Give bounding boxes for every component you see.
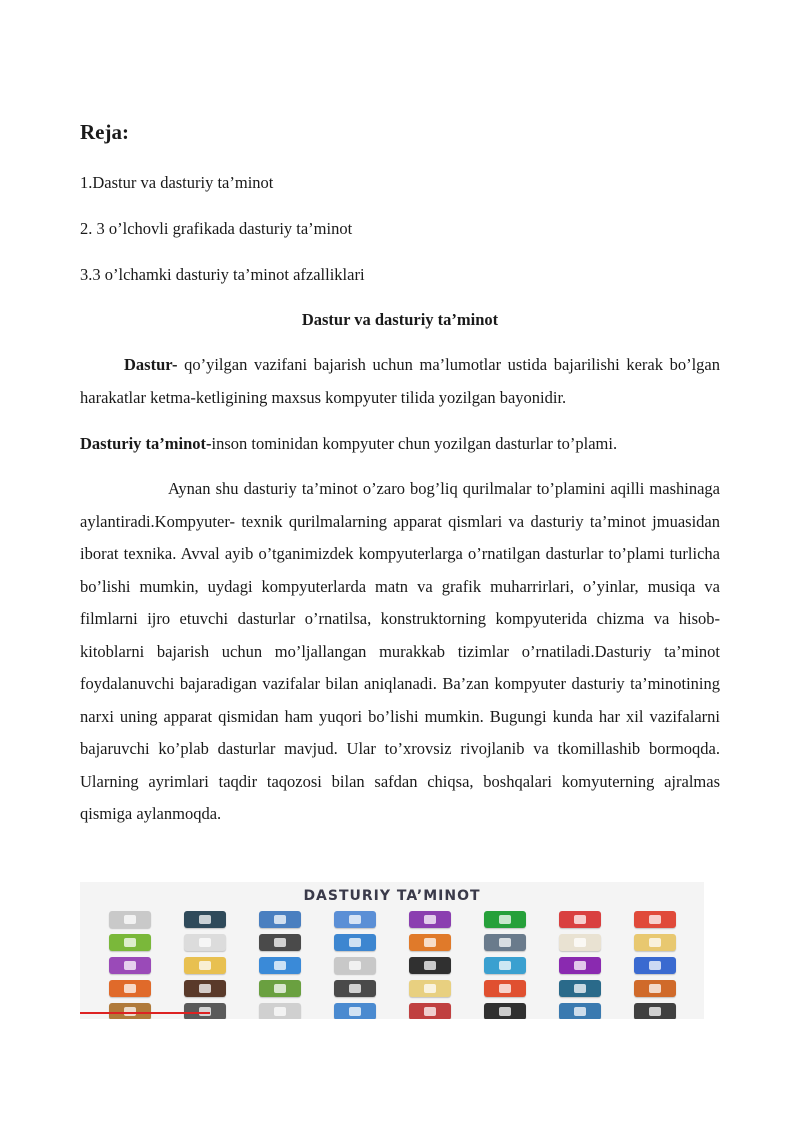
app-icon xyxy=(484,980,526,997)
definition-text: qo’yilgan vazifani bajarish uchun ma’lumotlar ustida bajarilishi kerak bo’lgan harakatlar ketma-ketligining maxsus kompyuter tilida yozilgan bayonidir. xyxy=(80,355,720,407)
app-icon xyxy=(484,934,526,951)
app-icon xyxy=(334,957,376,974)
plan-heading: Reja: xyxy=(80,120,129,144)
app-icon xyxy=(559,1003,601,1019)
app-icon-cell xyxy=(242,977,317,1000)
app-icon-cell xyxy=(92,977,167,1000)
app-icon xyxy=(109,911,151,928)
app-icon xyxy=(109,1003,151,1019)
app-icon xyxy=(334,911,376,928)
app-icon-cell xyxy=(167,1000,242,1019)
app-icon xyxy=(634,980,676,997)
app-icon-cell xyxy=(392,954,467,977)
app-icon-cell xyxy=(617,1000,692,1019)
app-icon xyxy=(334,934,376,951)
app-icon-cell xyxy=(392,1000,467,1019)
app-icon-cell xyxy=(617,931,692,954)
app-icon xyxy=(109,934,151,951)
app-icon-cell xyxy=(317,908,392,931)
app-icon-cell xyxy=(467,931,542,954)
app-icon xyxy=(334,980,376,997)
app-icon-cell xyxy=(317,1000,392,1019)
app-icon-cell xyxy=(167,931,242,954)
app-icon xyxy=(559,934,601,951)
app-icon-cell xyxy=(317,954,392,977)
app-icon xyxy=(184,911,226,928)
app-icon xyxy=(184,957,226,974)
section-title: Dastur va dasturiy ta’minot xyxy=(301,310,499,329)
app-icon xyxy=(409,911,451,928)
plan-item: 1.Dastur va dasturiy ta’minot xyxy=(80,173,274,192)
app-icon-cell xyxy=(317,931,392,954)
app-icon xyxy=(259,911,301,928)
term-dastur: Dastur- xyxy=(124,355,178,374)
app-icon-cell xyxy=(542,908,617,931)
app-icon xyxy=(109,957,151,974)
plan-item: 3.3 o’lchamki dasturiy ta’minot afzalliklari xyxy=(80,265,365,284)
app-icon-cell xyxy=(92,908,167,931)
red-underline xyxy=(80,1012,210,1014)
banner-title: DASTURIY TA’MINOT xyxy=(303,888,481,904)
app-icon-cell xyxy=(617,908,692,931)
app-icon xyxy=(109,980,151,997)
app-icon xyxy=(634,1003,676,1019)
app-icon-cell xyxy=(92,1000,167,1019)
app-icon xyxy=(259,1003,301,1019)
app-icon-cell xyxy=(242,931,317,954)
app-icon xyxy=(259,980,301,997)
body-paragraph: Aynan shu dasturiy ta’minot o’zaro bog’liq qurilmalar to’plamini aqilli mashinaga aylantiradi.Kompyuter- texnik qurilmalarning apparat qismlari va dasturiy ta’minot jmuasidan iborat texnika. Avval ayib o’tganimizdek kompyuterlarga o’rnatilgan dasturlar to’plami turlicha bo’lishi mumkin, uydagi kompyuterlarda matn va grafik muharrirlari, o’yinlar, musiqa va filmlarni ijro etuvchi dasturlar o’rnatilsa, konstruktorning kompyuterida chizma va hisob-kitoblarni bajarish uchun mo’ljallangan murakkab tizimlar o’rnatiladi.Dasturiy ta’minot foydalanuvchi bajaradigan vazifalar bilan aniqlanadi. Ba’zan kompyuter dasturiy ta’minotining narxi uning apparat qismidan ham yuqori bo’lishi mumkin. Bugungi kunda har xil vazifalarni bajaruvchi ko’plab dasturlar mavjud. Ular to’xrovsiz rivojlanib va tkomillashib bormoqda. Ularning ayrimlari taqdir taqozosi bilan safdan chiqsa, boshqalari komyuterning ajralmas qismiga aylanmoqda. xyxy=(80,479,720,823)
app-icon xyxy=(559,911,601,928)
app-icon xyxy=(484,957,526,974)
app-icon xyxy=(409,1003,451,1019)
app-icon-cell xyxy=(392,908,467,931)
app-icon-grid xyxy=(92,908,692,1019)
plan-item: 2. 3 o’lchovli grafikada dasturiy ta’minot xyxy=(80,219,353,238)
app-icon-cell xyxy=(167,977,242,1000)
app-icon xyxy=(484,911,526,928)
app-icon xyxy=(484,1003,526,1019)
app-icon-cell xyxy=(467,954,542,977)
app-icon-cell xyxy=(467,1000,542,1019)
app-icon-cell xyxy=(542,1000,617,1019)
definition-dasturiy-taminot xyxy=(80,428,720,461)
app-icon-cell xyxy=(542,954,617,977)
app-icon xyxy=(409,980,451,997)
app-icon xyxy=(409,957,451,974)
app-icon xyxy=(184,1003,226,1019)
definition-dastur xyxy=(80,349,720,414)
app-icon-cell xyxy=(242,1000,317,1019)
app-icon xyxy=(334,1003,376,1019)
app-icon xyxy=(409,934,451,951)
term-dasturiy-taminot: Dasturiy ta’minot- xyxy=(80,434,212,453)
app-icon xyxy=(634,911,676,928)
app-icon-cell xyxy=(467,977,542,1000)
app-icon-cell xyxy=(542,977,617,1000)
app-icon xyxy=(184,980,226,997)
app-icon-cell xyxy=(467,908,542,931)
app-icon xyxy=(259,934,301,951)
app-icon-cell xyxy=(167,954,242,977)
app-icon-cell xyxy=(392,977,467,1000)
definition-text: inson tominidan kompyuter chun yozilgan dasturlar to’plami. xyxy=(211,434,618,453)
app-icon-cell xyxy=(167,908,242,931)
app-icon-cell xyxy=(617,977,692,1000)
app-icon xyxy=(634,957,676,974)
app-icon xyxy=(259,957,301,974)
app-icon xyxy=(634,934,676,951)
app-icon xyxy=(184,934,226,951)
app-icon-cell xyxy=(92,954,167,977)
app-icon-cell xyxy=(242,908,317,931)
app-icon-cell xyxy=(392,931,467,954)
app-icon-cell xyxy=(317,977,392,1000)
app-icon-cell xyxy=(92,931,167,954)
app-icon xyxy=(559,957,601,974)
app-icon xyxy=(559,980,601,997)
software-icons-banner xyxy=(80,882,704,1019)
app-icon-cell xyxy=(617,954,692,977)
app-icon-cell xyxy=(242,954,317,977)
app-icon-cell xyxy=(542,931,617,954)
